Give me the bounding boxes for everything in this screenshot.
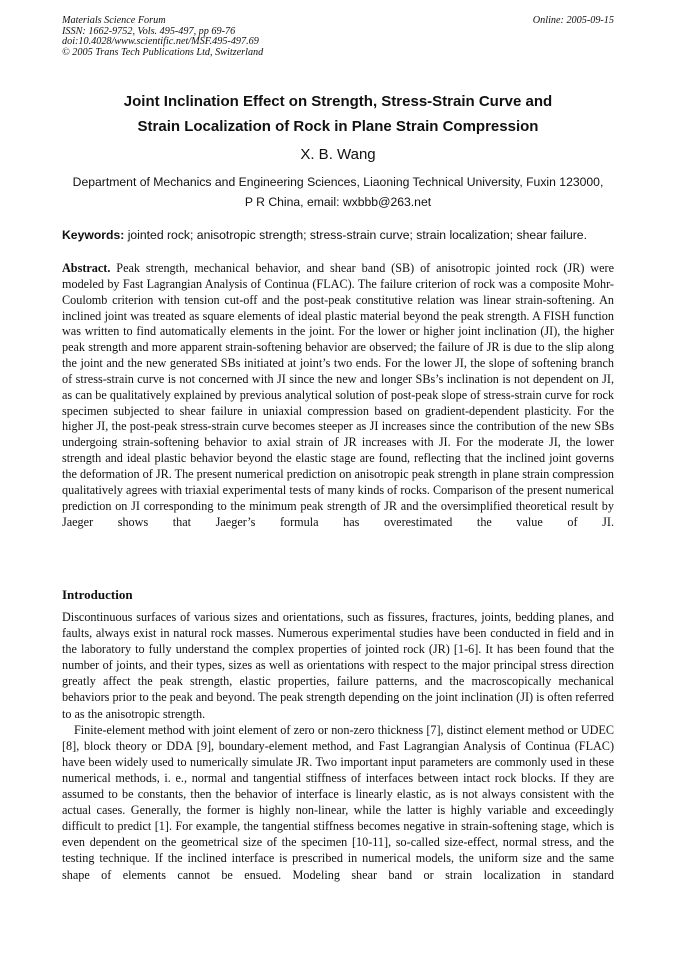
keywords-text: jointed rock; anisotropic strength; stress-strain curve; strain localization; shear failure. bbox=[124, 228, 587, 242]
publication-info bbox=[62, 16, 263, 58]
abstract-text: Peak strength, mechanical behavior, and shear band (SB) of anisotropic jointed rock (JR) were modeled by Fast Lagrangian Analysis of Continua (FLAC). The failure criterion of rock was a composite Mohr-Coulomb criterion with tension cut-off and the post-peak constitutive relation was linear strain-softening. An inclined joint was treated as square elements of ideal plastic material beyond the peak strength. A FISH function was written to find automatically elements in the joint. For the lower or higher joint inclination (JI), the higher peak strength and more apparent strain-softening behavior are observed; the failure of JR is due to the slip along the joint and the new generated SBs initiated at joint’s two ends. For the lower JI, the slope of softening branch of stress-strain curve is not concerned with JI since the new and longer SBs’s inclination is not dependent on JI, as can be qualitatively explained by previous analytical solution of post-peak slope of stress-strain curve for rock specimen subjected to shear failure in uniaxial compression based on gradient-dependent plasticity. For the higher JI, the post-peak stress-strain curve becomes steeper as JI increases since the contribution of the new SBs undergoing strain-softening behavior to axial strain of JR increases with JI. For the moderate JI, the lower strength and ideal plastic behavior beyond the elastic stage are found, reflecting that the inclined joint governs the deformation of JR. The present numerical prediction on anisotropic peak strength in plane strain compression qualitatively agrees with triaxial experimental tests of many kinds of rocks. Comparison of the present numerical prediction on JI corresponding to the minimum peak strength of JR and the oversimplified theoretical result by Jaeger shows that Jaeger’s formula has overestimated the value of JI. bbox=[62, 261, 614, 529]
doi-line: doi:10.4028/www.scientific.net/MSF.495-497.69 bbox=[62, 36, 259, 48]
title-line-1: Joint Inclination Effect on Strength, Stress-Strain Curve and bbox=[123, 93, 553, 110]
abstract bbox=[62, 261, 614, 530]
affiliation-line-2: P R China, email: wxbbb@263.net bbox=[244, 195, 432, 209]
keywords bbox=[62, 228, 614, 243]
author-name: X. B. Wang bbox=[300, 146, 376, 163]
journal-name: Materials Science Forum bbox=[62, 15, 166, 26]
issn-line: ISSN: 1662-9752, Vols. 495-497, pp 69-76 bbox=[62, 25, 236, 37]
copyright-line: © 2005 Trans Tech Publications Ltd, Switzerland bbox=[62, 46, 264, 58]
affiliation bbox=[62, 172, 614, 212]
keywords-label: Keywords: bbox=[62, 228, 125, 242]
paper-title bbox=[62, 89, 614, 139]
abstract-label: Abstract. bbox=[62, 261, 111, 275]
online-date: Online: 2005-09-15 bbox=[532, 15, 614, 26]
page-header bbox=[62, 16, 614, 58]
intro-paragraph-2: Finite-element method with joint element of zero or non-zero thickness [7], distinct element method or UDEC [8], block theory or DDA [9], boundary-element method, and Fast Lagrangian Analysis of Continua (FLAC) have been widely used to numerically simulate JR. Two important input parameters are commonly used in these numerical methods, i. e., normal and tangential stiffness of interfaces between intact rock blocks. If they are assumed to be constants, then the behavior of interface is linearly elastic, as is not always consistent with the actual cases. Generally, the former is highly non-linear, while the latter is highly variable and exceedingly difficult to predict [1]. For example, the tangential stiffness becomes negative in strain-softening stage, which is even dependent on the geometrical size of the specimen [10-11], so-called size-effect, normal stress, and the testing technique. If the inclined interface is prescribed in numerical models, the uniform size and the same shape of elements cannot be ensued. Modeling shear band or strain localization in standard bbox=[62, 722, 614, 882]
intro-paragraph-1: Discontinuous surfaces of various sizes and orientations, such as fissures, fractures, joints, bedding planes, and faults, always exist in natural rock masses. Numerous experimental studies have been conducted in field and in the laboratory to fully understand the complex properties of jointed rock (JR) [1-6]. It has been found that the number of joints, and their types, sizes as well as orientations with respect to the major principal stress direction greatly affect the peak strength, elastic properties, failure patterns, and the macroscopically mechanical behaviors prior to the peak and beyond. The peak strength depending on the joint inclination (JI) is often referred to as the anisotropic strength. bbox=[62, 610, 614, 721]
affiliation-line-1: Department of Mechanics and Engineering Sciences, Liaoning Technical University, Fuxin 123000, bbox=[72, 175, 604, 189]
introduction-body bbox=[62, 609, 614, 883]
section-heading-introduction: Introduction bbox=[62, 587, 133, 602]
title-line-2: Strain Localization of Rock in Plane Strain Compression bbox=[137, 118, 539, 135]
